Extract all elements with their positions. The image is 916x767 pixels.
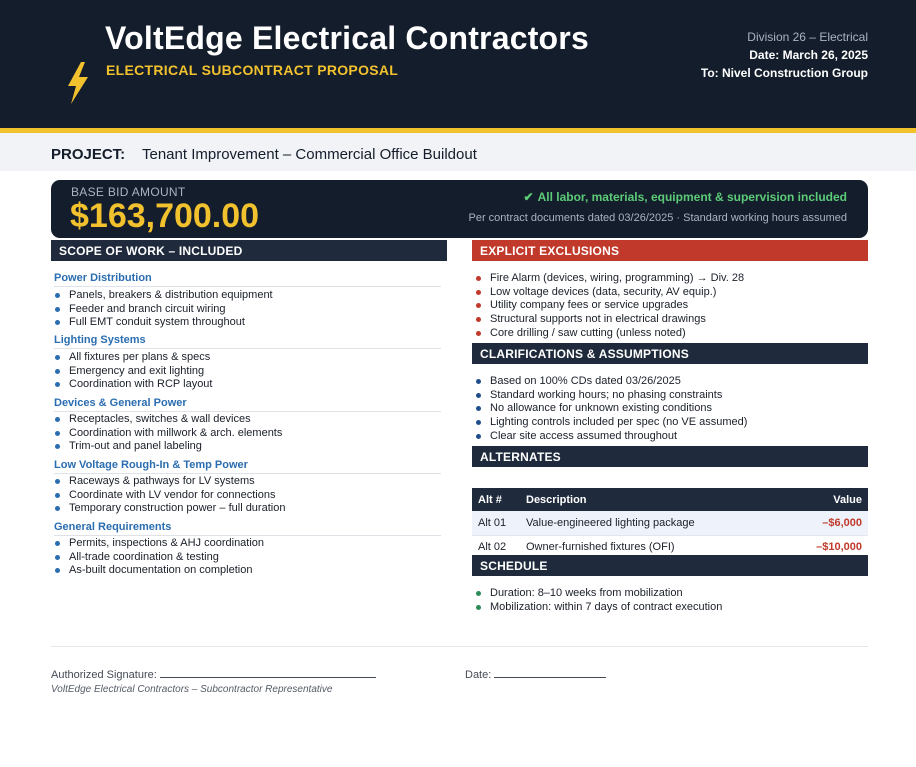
list-item: Receptacles, switches & wall devices <box>54 413 282 427</box>
list-item: Coordination with RCP layout <box>54 378 212 392</box>
column-header-value: Value <box>798 488 868 511</box>
header-band <box>0 0 916 128</box>
base-bid-label: BASE BID AMOUNT <box>71 185 186 199</box>
list-item: Coordination with millwork & arch. elements <box>54 427 282 441</box>
signature-subtitle: VoltEdge Electrical Contractors – Subcontractor Representative <box>51 684 333 695</box>
alt-number: Alt 01 <box>472 511 520 535</box>
included-statement <box>524 190 847 204</box>
table-row <box>472 511 868 535</box>
clarifications-list <box>475 375 747 444</box>
scope-group-title: Low Voltage Rough-In & Temp Power <box>54 459 441 474</box>
recipient: To: Nivel Construction Group <box>700 66 868 80</box>
list-item: No allowance for unknown existing conditions <box>475 402 747 416</box>
included-text: All labor, materials, equipment & supervision included <box>537 190 847 204</box>
project-name: Tenant Improvement – Commercial Office Buildout <box>142 146 477 163</box>
alt-number: Alt 02 <box>472 535 520 559</box>
alt-value: –$10,000 <box>798 535 868 559</box>
list-item: Low voltage devices (data, security, AV equip.) <box>475 286 744 300</box>
exclusions-list <box>475 272 744 341</box>
list-item: Mobilization: within 7 days of contract execution <box>475 601 722 615</box>
list-item: Lighting controls included per spec (no VE assumed) <box>475 416 747 430</box>
list-item: Emergency and exit lighting <box>54 365 212 379</box>
signature-block <box>51 668 376 681</box>
signature-date-block <box>465 668 606 681</box>
alternates-header: ALTERNATES <box>472 446 868 467</box>
list-item: All fixtures per plans & specs <box>54 351 212 365</box>
list-item: Full EMT conduit system throughout <box>54 316 273 330</box>
list-item: Standard working hours; no phasing constraints <box>475 389 747 403</box>
division-label: Division 26 – Electrical <box>747 30 868 44</box>
column-header-description: Description <box>520 488 798 511</box>
list-item: As-built documentation on completion <box>54 564 264 578</box>
exclusions-header: EXPLICIT EXCLUSIONS <box>472 240 868 261</box>
clarifications-header: CLARIFICATIONS & ASSUMPTIONS <box>472 343 868 364</box>
list-item: Core drilling / saw cutting (unless noted) <box>475 327 744 341</box>
list-item: Panels, breakers & distribution equipment <box>54 289 273 303</box>
list-item: Utility company fees or service upgrades <box>475 299 744 313</box>
scope-group-title: Lighting Systems <box>54 334 441 349</box>
scope-group-title: Devices & General Power <box>54 397 441 412</box>
date-label: Date: <box>465 669 492 681</box>
date-line <box>494 668 606 678</box>
list-item: Clear site access assumed throughout <box>475 430 747 444</box>
lightning-bolt-icon <box>66 62 90 104</box>
base-bid-amount: $163,700.00 <box>70 197 260 235</box>
check-icon: ✔ <box>523 190 534 204</box>
alt-value: –$6,000 <box>798 511 868 535</box>
alternates-table <box>472 488 868 560</box>
scope-header: SCOPE OF WORK – INCLUDED <box>51 240 447 261</box>
list-item: Trim-out and panel labeling <box>54 440 282 454</box>
list-item: All-trade coordination & testing <box>54 551 264 565</box>
scope-group-list <box>54 537 264 578</box>
base-bid-box <box>51 180 868 238</box>
scope-group-list <box>54 351 212 392</box>
schedule-header: SCHEDULE <box>472 555 868 576</box>
list-item: Structural supports not in electrical drawings <box>475 313 744 327</box>
schedule-list <box>475 587 722 614</box>
bid-note: Per contract documents dated 03/26/2025 · Standard working hours assumed <box>468 212 847 224</box>
scope-group-title: Power Distribution <box>54 272 441 287</box>
signature-label: Authorized Signature: <box>51 669 157 681</box>
alt-description: Owner-furnished fixtures (OFI) <box>520 535 798 559</box>
list-item: Coordinate with LV vendor for connections <box>54 489 285 503</box>
scope-group-list <box>54 413 282 454</box>
column-header-alt: Alt # <box>472 488 520 511</box>
company-name: VoltEdge Electrical Contractors <box>105 20 589 56</box>
project-label: PROJECT: <box>51 146 126 163</box>
scope-group-list <box>54 475 285 516</box>
scope-group-list <box>54 289 273 330</box>
list-item: Based on 100% CDs dated 03/26/2025 <box>475 375 747 389</box>
alt-description: Value-engineered lighting package <box>520 511 798 535</box>
signature-line <box>160 668 376 678</box>
table-header-row <box>472 488 868 511</box>
footer-divider <box>51 646 868 647</box>
header-meta <box>701 28 868 82</box>
list-item: Fire Alarm (devices, wiring, programming) → Div. 28 <box>475 272 744 286</box>
document-type: ELECTRICAL SUBCONTRACT PROPOSAL <box>106 62 399 78</box>
list-item: Feeder and branch circuit wiring <box>54 303 273 317</box>
proposal-date: Date: March 26, 2025 <box>749 48 868 62</box>
scope-group-title: General Requirements <box>54 521 441 536</box>
list-item: Temporary construction power – full duration <box>54 502 285 516</box>
list-item: Permits, inspections & AHJ coordination <box>54 537 264 551</box>
list-item: Duration: 8–10 weeks from mobilization <box>475 587 722 601</box>
list-item: Raceways & pathways for LV systems <box>54 475 285 489</box>
